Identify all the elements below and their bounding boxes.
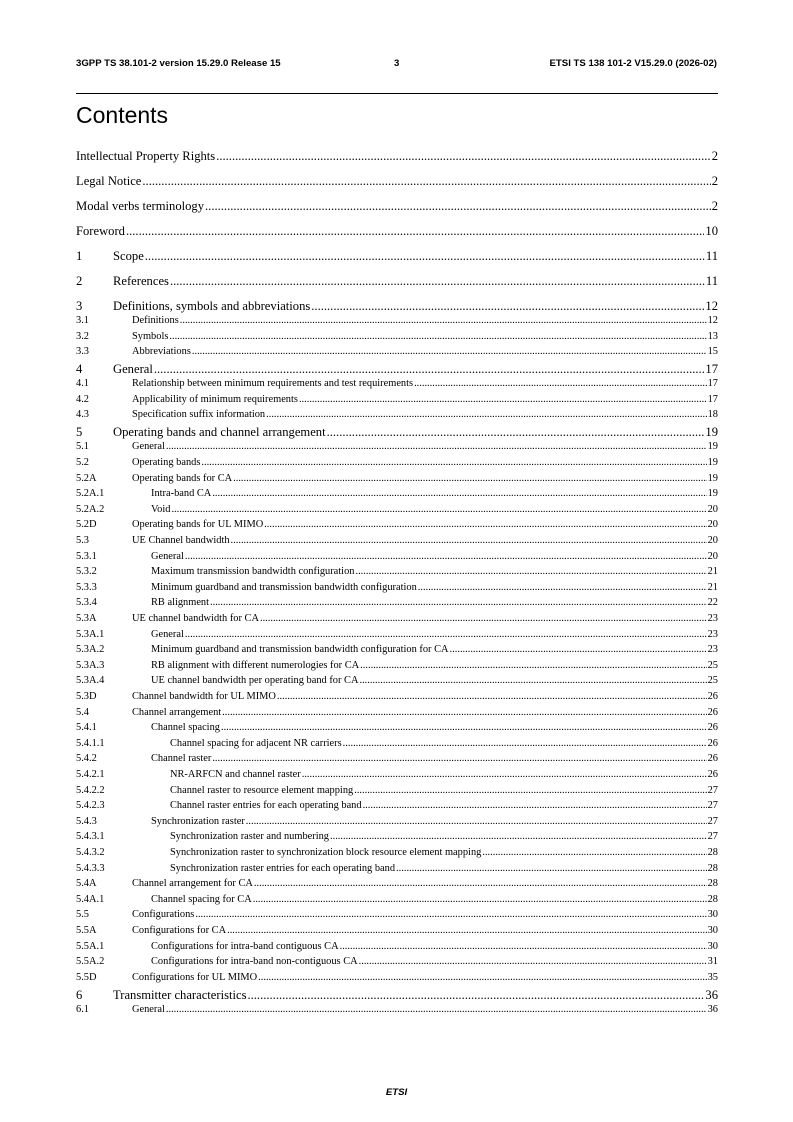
toc-leader-dots: [212, 753, 706, 764]
toc-entry[interactable]: [76, 597, 718, 610]
toc-entry-page: 20: [707, 535, 718, 546]
toc-entry[interactable]: [76, 738, 718, 751]
toc-leader-dots: [212, 488, 706, 499]
toc-entry[interactable]: [76, 394, 718, 407]
toc-entry[interactable]: [76, 753, 718, 766]
toc-entry-number: 2: [76, 274, 83, 288]
toc-leader-dots: [154, 362, 705, 377]
toc-entry-number: 5.3.3: [76, 581, 97, 593]
toc-entry-title: General: [151, 628, 184, 640]
toc-entry-page: 11: [705, 274, 718, 288]
toc-entry-page: 2: [711, 149, 718, 163]
toc-entry-page: 25: [707, 675, 718, 687]
toc-entry-number: 5.4A.1: [76, 893, 105, 905]
toc-entry-page: 17: [707, 393, 718, 405]
toc-entry-number: 3.3: [76, 346, 89, 358]
toc-entry[interactable]: [76, 675, 718, 688]
toc-entry-number: 5.3.1: [76, 550, 97, 562]
toc-entry-title: Intellectual Property Rights: [76, 149, 216, 163]
toc-entry-title: Minimum guardband and transmission bandwidth configuration for CA: [151, 644, 449, 656]
toc-leader-dots: [354, 785, 706, 796]
toc-entry-page: 11: [705, 249, 718, 263]
toc-entry-number: 5.4.2: [76, 753, 97, 765]
toc-entry-title: Channel spacing for CA: [151, 893, 252, 905]
toc-entry-title: Configurations for UL MIMO: [132, 971, 258, 983]
toc-entry[interactable]: [76, 299, 718, 315]
toc-entry[interactable]: [76, 582, 718, 595]
toc-entry-page: 28: [707, 862, 718, 874]
toc-entry-title: Definitions, symbols and abbreviations: [113, 299, 311, 313]
toc-entry-page: 23: [707, 613, 718, 624]
toc-entry-number: 6: [76, 987, 83, 1002]
toc-entry-page: 21: [707, 581, 718, 593]
toc-leader-dots: [210, 597, 707, 608]
toc-entry[interactable]: [76, 691, 718, 704]
toc-entry-title: Configurations for intra-band non-contiguous CA: [151, 956, 358, 968]
toc-entry-title: Abbreviations: [132, 346, 191, 358]
toc-leader-dots: [142, 174, 710, 189]
header-etsi-reference: ETSI TS 138 101-2 V15.29.0 (2026-02): [549, 58, 717, 69]
toc-entry[interactable]: [76, 174, 718, 190]
toc-entry-number: 5.5A: [76, 925, 97, 936]
toc-entry-number: 5.4A: [76, 878, 97, 890]
toc-entry-number: 5.5A.2: [76, 956, 105, 968]
toc-entry-title: Specification suffix information: [132, 409, 266, 421]
toc-entry-number: 5.2: [76, 457, 89, 468]
toc-leader-dots: [180, 315, 707, 326]
toc-leader-dots: [227, 925, 707, 936]
toc-entry[interactable]: [76, 149, 718, 165]
toc-entry-title: Synchronization raster entries for each operating band: [170, 862, 396, 874]
toc-leader-dots: [195, 909, 706, 920]
toc-entry-title: Foreword: [76, 224, 125, 238]
toc-entry[interactable]: [76, 707, 718, 720]
toc-leader-dots: [327, 425, 705, 440]
toc-entry-page: 27: [707, 831, 718, 843]
toc-entry-page: 22: [707, 597, 718, 609]
toc-entry-title: Operating bands: [132, 457, 201, 468]
toc-leader-dots: [246, 816, 707, 827]
toc-entry[interactable]: [76, 941, 718, 954]
toc-entry-title: Configurations for CA: [132, 925, 227, 936]
toc-leader-dots: [192, 346, 707, 357]
toc-leader-dots: [418, 582, 707, 593]
toc-entry[interactable]: [76, 800, 718, 813]
toc-leader-dots: [216, 149, 711, 164]
toc-leader-dots: [359, 675, 706, 686]
toc-leader-dots: [222, 707, 706, 718]
header-page-number: 3: [394, 58, 400, 69]
page-footer: ETSI: [385, 1087, 408, 1098]
toc-entry-page: 2: [711, 199, 718, 213]
toc-entry-number: 5.3.4: [76, 597, 97, 609]
toc-entry[interactable]: [76, 425, 718, 441]
toc-entry[interactable]: [76, 551, 718, 564]
toc-entry-number: 3.1: [76, 315, 89, 326]
header-rule: [76, 93, 718, 94]
toc-entry[interactable]: [76, 972, 718, 985]
toc-entry[interactable]: [76, 909, 718, 922]
toc-entry-title: General: [132, 1003, 165, 1015]
toc-entry[interactable]: [76, 488, 718, 501]
toc-entry-page: 23: [707, 644, 718, 656]
toc-leader-dots: [277, 691, 707, 702]
toc-entry-page: 12: [707, 315, 718, 326]
toc-entry[interactable]: [76, 457, 718, 470]
toc-entry-title: Channel spacing for adjacent NR carriers: [170, 737, 342, 749]
toc-entry-number: 5.3A.1: [76, 628, 105, 640]
toc-entry[interactable]: [76, 816, 718, 829]
toc-leader-dots: [343, 738, 707, 749]
toc-leader-dots: [363, 800, 707, 811]
toc-entry-page: 25: [707, 659, 718, 671]
toc-entry[interactable]: [76, 613, 718, 626]
toc-entry-page: 15: [707, 346, 718, 358]
toc-entry-page: 26: [707, 722, 718, 734]
toc-entry-number: 4.2: [76, 393, 89, 405]
toc-leader-dots: [185, 629, 707, 640]
toc-entry[interactable]: [76, 925, 718, 938]
toc-entry-title: Symbols: [132, 330, 169, 342]
toc-entry-number: 4: [76, 362, 83, 377]
toc-entry[interactable]: [76, 722, 718, 735]
toc-entry[interactable]: [76, 831, 718, 844]
toc-leader-dots: [126, 224, 704, 239]
toc-entry[interactable]: [76, 409, 718, 422]
toc-entry-page: 10: [705, 224, 718, 238]
toc-leader-dots: [253, 894, 707, 905]
toc-entry-title: Modal verbs terminology: [76, 199, 205, 213]
toc-entry-number: 5.2A: [76, 472, 97, 484]
toc-leader-dots: [260, 613, 707, 624]
toc-entry-page: 20: [707, 503, 718, 515]
toc-entry-title: Scope: [113, 249, 144, 263]
toc-entry-page: 30: [707, 909, 718, 921]
toc-entry-number: 5.3A: [76, 613, 97, 624]
toc-entry-number: 5.5A.1: [76, 940, 105, 952]
toc-entry[interactable]: [76, 315, 718, 328]
toc-entry[interactable]: [76, 629, 718, 642]
toc-entry-page: 19: [707, 457, 718, 468]
toc-entry-title: General: [113, 362, 153, 377]
toc-entry-number: 5.4.1: [76, 722, 97, 734]
toc-leader-dots: [311, 299, 704, 314]
toc-entry-page: 30: [707, 925, 718, 936]
toc-entry-page: 26: [707, 769, 718, 780]
toc-entry-number: 5.3D: [76, 691, 97, 702]
toc-entry-number: 5.4.2.3: [76, 800, 105, 812]
toc-leader-dots: [231, 535, 707, 546]
toc-entry-title: RB alignment: [151, 597, 210, 609]
toc-entry-number: 5.4.2.2: [76, 784, 105, 796]
toc-entry-page: 36: [707, 1003, 718, 1015]
toc-entry[interactable]: [76, 988, 718, 1004]
toc-leader-dots: [299, 394, 707, 405]
toc-entry-title: Channel raster to resource element mapping: [170, 784, 354, 796]
toc-entry-number: 5.3: [76, 535, 89, 546]
toc-entry-title: Maximum transmission bandwidth configuration: [151, 566, 355, 578]
toc-entry-number: 5.4.3: [76, 815, 97, 827]
toc-leader-dots: [302, 769, 707, 780]
toc-entry-page: 26: [707, 737, 718, 749]
toc-entry-number: 5.4: [76, 706, 89, 718]
toc-leader-dots: [247, 988, 704, 1003]
toc-entry-number: 5.2A.1: [76, 488, 105, 500]
toc-entry-number: 3: [76, 299, 83, 313]
toc-entry-number: 5.4.1.1: [76, 737, 105, 749]
toc-entry[interactable]: [76, 473, 718, 486]
toc-entry-number: 1: [76, 249, 83, 263]
toc-leader-dots: [205, 199, 711, 214]
toc-leader-dots: [264, 519, 706, 530]
toc-entry[interactable]: [76, 644, 718, 657]
toc-entry-number: 5.4.3.1: [76, 831, 105, 843]
toc-entry[interactable]: [76, 785, 718, 798]
toc-leader-dots: [450, 644, 707, 655]
toc-leader-dots: [396, 863, 707, 874]
toc-entry[interactable]: [76, 346, 718, 359]
toc-entry[interactable]: [76, 956, 718, 969]
toc-leader-dots: [266, 409, 706, 420]
toc-entry[interactable]: [76, 535, 718, 548]
toc-entry-title: Definitions: [132, 315, 179, 326]
toc-entry-title: Relationship between minimum requirements and test requirements: [132, 378, 414, 390]
toc-entry[interactable]: [76, 378, 718, 391]
toc-entry-page: 20: [707, 519, 718, 531]
toc-entry-title: Channel arrangement for CA: [132, 878, 253, 890]
toc-entry-title: Channel raster: [151, 753, 212, 765]
toc-entry-title: Intra-band CA: [151, 488, 212, 500]
toc-entry-number: 5.2A.2: [76, 503, 105, 515]
toc-entry[interactable]: [76, 769, 718, 782]
toc-leader-dots: [254, 878, 707, 889]
toc-entry[interactable]: [76, 504, 718, 517]
toc-entry-title: Operating bands for UL MIMO: [132, 519, 264, 531]
toc-entry-title: Channel arrangement: [132, 706, 222, 718]
toc-entry[interactable]: [76, 199, 718, 215]
toc-entry[interactable]: [76, 1004, 718, 1017]
toc-entry-number: 5.4.2.1: [76, 769, 105, 780]
toc-entry-page: 2: [711, 174, 718, 188]
toc-entry-page: 19: [705, 425, 718, 440]
toc-entry-page: 36: [705, 987, 718, 1002]
toc-entry[interactable]: [76, 566, 718, 579]
toc-entry-title: Operating bands for CA: [132, 472, 233, 484]
toc-entry[interactable]: [76, 894, 718, 907]
toc-leader-dots: [170, 274, 705, 289]
toc-leader-dots: [355, 566, 706, 577]
toc-entry-title: Configurations: [132, 909, 195, 921]
toc-leader-dots: [171, 504, 706, 515]
toc-entry[interactable]: [76, 362, 718, 378]
toc-leader-dots: [340, 941, 707, 952]
toc-entry-title: General: [151, 550, 184, 562]
toc-entry-title: Channel bandwidth for UL MIMO: [132, 691, 276, 702]
toc-entry-page: 17: [705, 362, 718, 377]
toc-entry[interactable]: [76, 878, 718, 891]
toc-entry-number: 5.4.3.2: [76, 847, 105, 858]
toc-entry-title: UE Channel bandwidth: [132, 535, 230, 546]
toc-entry-title: Void: [151, 503, 171, 515]
toc-entry[interactable]: [76, 441, 718, 454]
toc-entry[interactable]: [76, 224, 718, 240]
toc-entry-title: Minimum guardband and transmission bandwidth configuration: [151, 581, 417, 593]
toc-entry-page: 19: [707, 488, 718, 500]
toc-entry-number: 5.3.2: [76, 566, 97, 578]
toc-entry-title: Channel raster entries for each operating band: [170, 800, 362, 812]
toc-leader-dots: [360, 660, 706, 671]
toc-entry-number: 5: [76, 425, 83, 440]
toc-entry-title: Channel spacing: [151, 722, 220, 734]
toc-entry-number: 6.1: [76, 1003, 89, 1015]
toc-entry-number: 5.2D: [76, 519, 97, 531]
toc-entry-page: 17: [707, 378, 718, 390]
toc-entry[interactable]: [76, 847, 718, 860]
toc-entry-number: 5.1: [76, 441, 89, 453]
toc-entry-page: 23: [707, 628, 718, 640]
toc-leader-dots: [414, 378, 707, 389]
toc-entry-title: Legal Notice: [76, 174, 142, 188]
toc-entry-page: 13: [707, 330, 718, 342]
toc-entry-page: 28: [707, 878, 718, 890]
toc-entry[interactable]: [76, 660, 718, 673]
toc-leader-dots: [185, 551, 707, 562]
toc-leader-dots: [258, 972, 706, 983]
toc-entry-number: 5.5D: [76, 971, 97, 983]
toc-entry-title: NR-ARFCN and channel raster: [170, 769, 301, 780]
toc-entry-page: 31: [707, 956, 718, 968]
toc-leader-dots: [233, 473, 706, 484]
toc-entry-number: 5.3A.3: [76, 659, 105, 671]
toc-entry-title: General: [132, 441, 165, 453]
toc-entry[interactable]: [76, 331, 718, 344]
toc-leader-dots: [169, 331, 706, 342]
toc-entry[interactable]: [76, 863, 718, 876]
toc-entry-page: 21: [707, 566, 718, 578]
toc-entry-title: Operating bands and channel arrangement: [113, 425, 326, 440]
toc-entry-title: Transmitter characteristics: [113, 987, 247, 1002]
toc-entry-title: Applicability of minimum requirements: [132, 393, 298, 405]
toc-leader-dots: [330, 831, 707, 842]
toc-entry-number: 5.3A.4: [76, 675, 105, 687]
toc-entry-page: 20: [707, 550, 718, 562]
toc-entry-title: Configurations for intra-band contiguous CA: [151, 940, 339, 952]
toc-entry-title: UE channel bandwidth for CA: [132, 613, 259, 624]
toc-entry-title: RB alignment with different numerologies for CA: [151, 659, 360, 671]
toc-entry-page: 18: [707, 409, 718, 421]
toc-entry-number: 5.5: [76, 909, 89, 921]
toc-entry-number: 3.2: [76, 330, 89, 342]
toc-entry-page: 26: [707, 706, 718, 718]
toc-entry-page: 27: [707, 800, 718, 812]
toc-entry-number: 5.3A.2: [76, 644, 105, 656]
header-spec-version: 3GPP TS 38.101-2 version 15.29.0 Release 15: [76, 58, 281, 69]
toc-entry-page: 26: [707, 753, 718, 765]
toc-entry-page: 28: [707, 893, 718, 905]
toc-entry-title: Synchronization raster: [151, 815, 245, 827]
toc-leader-dots: [166, 1004, 707, 1015]
toc-entry-number: 5.4.3.3: [76, 862, 105, 874]
toc-entry-page: 30: [707, 940, 718, 952]
toc-leader-dots: [359, 956, 707, 967]
toc-entry-number: 4.1: [76, 378, 89, 390]
toc-leader-dots: [145, 249, 705, 264]
toc-entry-title: Synchronization raster and numbering: [170, 831, 329, 843]
toc-entry[interactable]: [76, 274, 718, 290]
toc-entry-page: 19: [707, 441, 718, 453]
toc-entry-page: 28: [707, 847, 718, 858]
toc-entry-title: References: [113, 274, 169, 288]
page-title: Contents: [76, 102, 169, 128]
toc-entry-page: 26: [707, 691, 718, 702]
toc-leader-dots: [482, 847, 706, 858]
toc-entry-page: 12: [705, 299, 718, 313]
toc-leader-dots: [201, 457, 706, 468]
toc-leader-dots: [166, 441, 707, 452]
toc-entry-title: Synchronization raster to synchronization block resource element mapping: [170, 847, 482, 858]
toc-entry[interactable]: [76, 249, 718, 265]
toc-entry-number: 4.3: [76, 409, 89, 421]
toc-entry-page: 27: [707, 815, 718, 827]
page-header: [76, 58, 717, 72]
toc-entry[interactable]: [76, 519, 718, 532]
toc-entry-page: 35: [707, 971, 718, 983]
toc-entry-page: 27: [707, 784, 718, 796]
toc-leader-dots: [221, 722, 707, 733]
toc-entry-page: 19: [707, 472, 718, 484]
toc-entry-title: UE channel bandwidth per operating band for CA: [151, 675, 359, 687]
